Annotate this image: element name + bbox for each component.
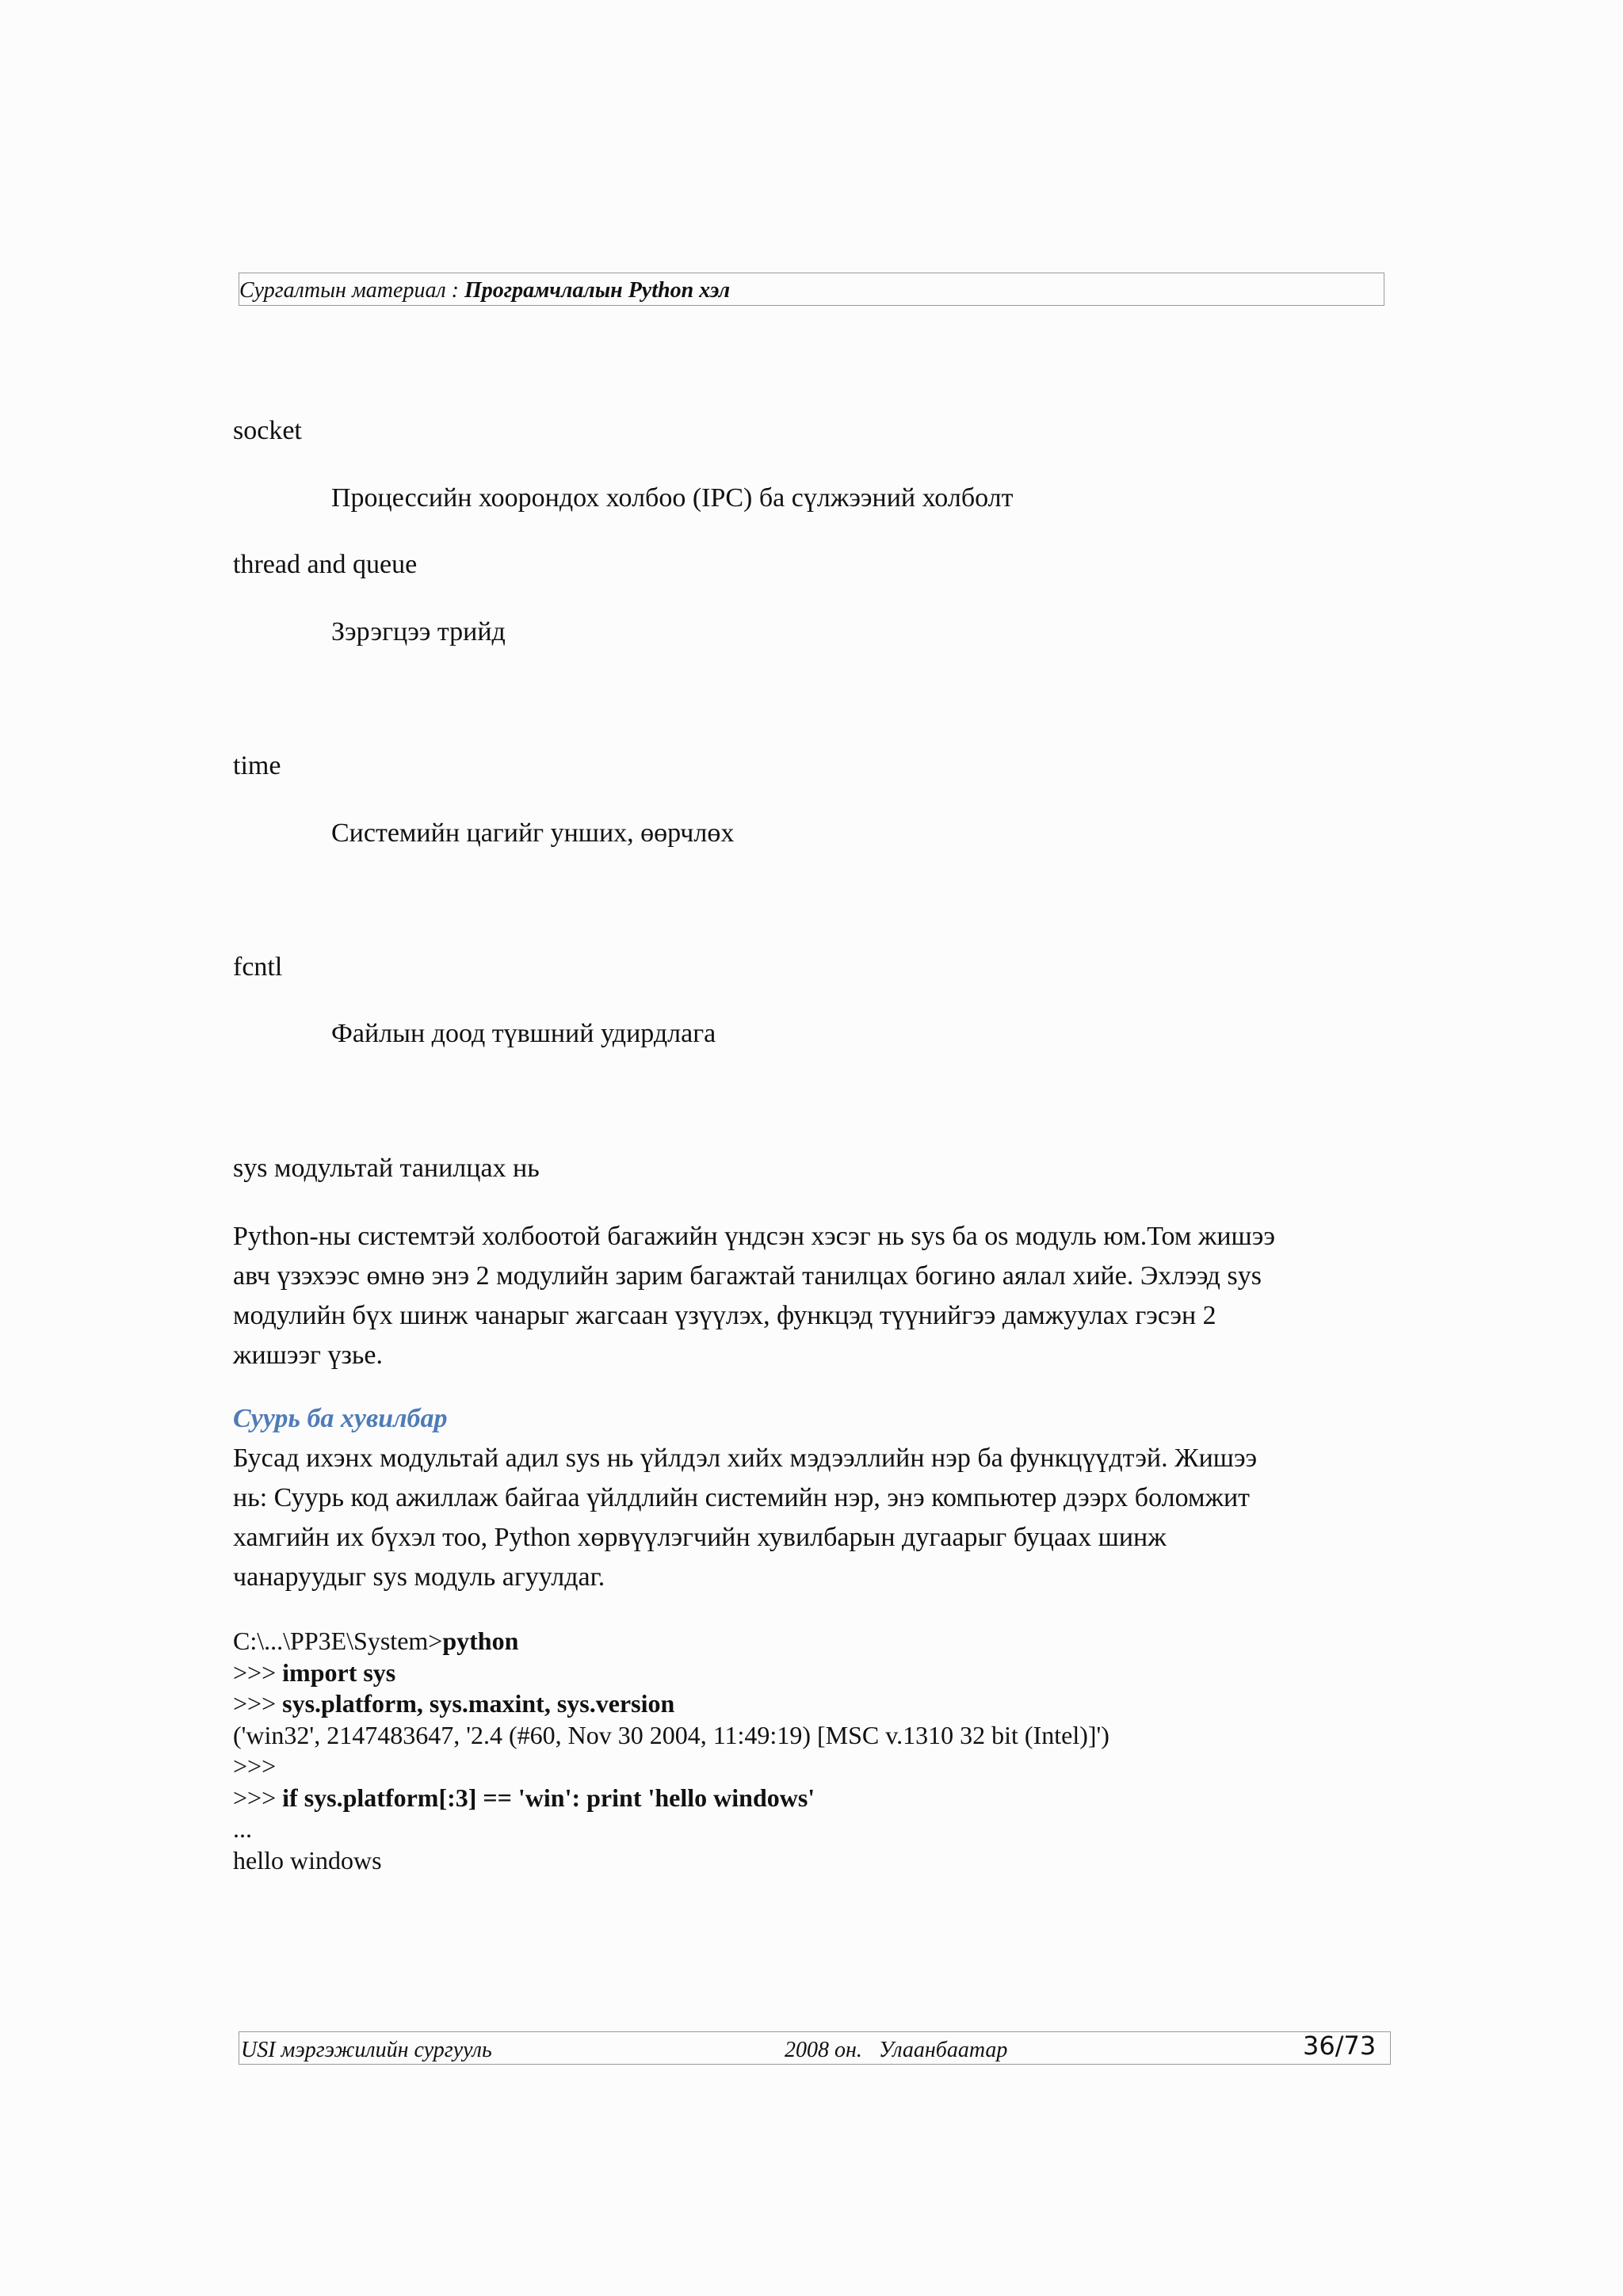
code-line: C:\...\PP3E\System>python <box>233 1627 519 1655</box>
intro-line: авч үзэхээс өмнө энэ 2 модулийн зарим багажтай танилцах богино аялал хийе. Эхлээд sys <box>233 1261 1262 1291</box>
module-description-thread-queue: Зэрэгцээ трийд <box>331 617 506 646</box>
code-line: hello windows <box>233 1845 382 1875</box>
page-header <box>239 277 730 304</box>
body-line: Бусад ихэнх модультай адил sys нь үйлдэл хийх мэдээллийн нэр ба функцүүдтэй. Жишээ <box>233 1444 1258 1473</box>
code-line: >>> if sys.platform[:3] == 'win': print 'hello windows' <box>233 1783 815 1812</box>
module-name-thread-queue: thread and queue <box>233 550 418 579</box>
module-name-fcntl: fcntl <box>233 952 283 982</box>
page-number: 36/73 <box>1303 2031 1377 2061</box>
header-title: Програмчлалын Python хэл <box>464 278 731 303</box>
body-paragraph <box>233 1439 1398 1597</box>
body-line: чанаруудыг sys модуль агуулдаг. <box>233 1562 605 1592</box>
header-prefix: Сургалтын материал : <box>239 278 464 303</box>
module-name-socket: socket <box>233 416 302 445</box>
body-line: нь: Суурь код ажиллаж байгаа үйлдлийн системийн нэр, энэ компьютер дээрх боломжит <box>233 1483 1251 1512</box>
section-subheading: Суурь ба хувилбар <box>233 1404 448 1433</box>
intro-line: модулийн бүх шинж чанарыг жагсаан үзүүлэх, функцэд түүнийгээ дамжуулах гэсэн 2 <box>233 1301 1216 1330</box>
intro-heading: sys модультай танилцах нь <box>233 1154 540 1183</box>
intro-line: жишээг үзье. <box>233 1341 384 1370</box>
intro-paragraph <box>233 1217 1398 1375</box>
footer-year-city: 2008 он. Улаанбаатар <box>785 2038 1008 2062</box>
module-description-socket: Процессийн хоорондох холбоо (IPC) ба сүлжээний холболт <box>331 483 1014 513</box>
code-line: >>> sys.platform, sys.maxint, sys.version <box>233 1689 675 1718</box>
module-name-time: time <box>233 751 281 780</box>
code-line: ('win32', 2147483647, '2.4 (#60, Nov 30 2004, 11:49:19) [MSC v.1310 32 bit (Intel)]') <box>233 1720 1109 1749</box>
intro-line: Python-ны системтэй холбоотой багажийн үндсэн хэсэг нь sys ба os модуль юм.Том жишээ <box>233 1222 1275 1251</box>
module-description-fcntl: Файлын доод түвшний удирдлага <box>331 1019 716 1048</box>
code-line: ... <box>233 1814 252 1843</box>
body-line: хамгийн их бүхэл тоо, Python хөрвүүлэгчийн хувилбарын дугаарыг буцаах шинж <box>233 1523 1167 1552</box>
code-sample <box>233 1626 1109 1876</box>
code-line: >>> <box>233 1752 277 1780</box>
module-description-time: Системийн цагийг унших, өөрчлөх <box>331 818 735 848</box>
code-line: >>> import sys <box>233 1657 396 1687</box>
footer-school: USI мэргэжилийн сургууль <box>241 2038 492 2062</box>
